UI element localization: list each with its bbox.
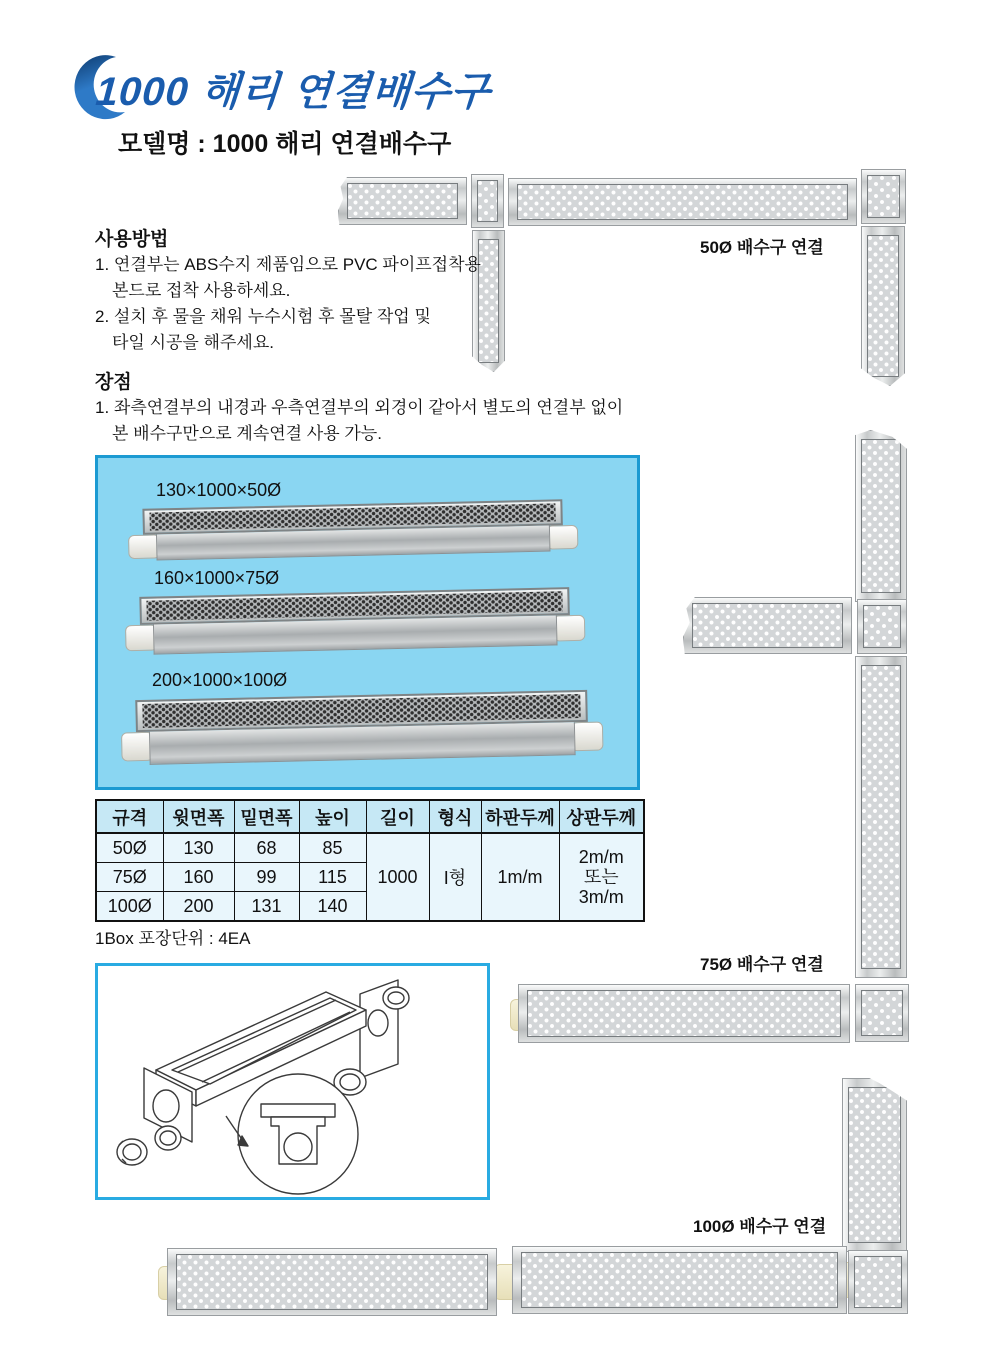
col-header: 형식: [429, 800, 481, 833]
drain-grate: [521, 1252, 838, 1308]
cell-bottom-width: 99: [234, 863, 299, 892]
table-header-row: [96, 800, 644, 833]
drain-segment-vertical: [855, 430, 907, 602]
cell-bottom-thickness: 1m/m: [481, 833, 559, 921]
drain-segment-horizontal: [338, 177, 467, 225]
drain-segment-horizontal: [683, 597, 852, 654]
cell-top-thickness: [559, 833, 644, 921]
drain-grate: [867, 235, 899, 377]
cell-bottom-width: 131: [234, 892, 299, 922]
packaging-note: 1Box 포장단위 : 4EA: [95, 929, 251, 948]
col-header: 길이: [366, 800, 429, 833]
drain-joint: [848, 1250, 908, 1314]
connection-label-75: 75Ø 배수구 연결: [700, 955, 824, 974]
product-label-75: 160×1000×75Ø: [154, 568, 280, 588]
cell-form-type: I형: [429, 833, 481, 921]
cell-top-width: 130: [163, 833, 234, 863]
product-drain-75: [139, 587, 570, 661]
cell-top-thickness-line: 3m/m: [578, 887, 624, 907]
advantage-line: 1. 좌측연결부의 내경과 우측연결부의 외경이 같아서 별도의 연결부 없이: [95, 398, 624, 417]
cell-top-width: 200: [163, 892, 234, 922]
usage-heading: 사용방법: [95, 229, 169, 250]
drain-grate: [347, 183, 458, 219]
cell-bottom-width: 68: [234, 833, 299, 863]
product-label-100: 200×1000×100Ø: [152, 670, 288, 690]
end-cap: [553, 615, 586, 642]
drain-segment-horizontal: [518, 984, 850, 1043]
col-header: 규격: [96, 800, 163, 833]
drain-grate: [527, 990, 841, 1037]
drain-joint: [861, 169, 906, 224]
drain-joint: [855, 984, 909, 1042]
cell-size: 75Ø: [96, 863, 163, 892]
product-drain-100: [135, 690, 589, 772]
cell-height: 115: [299, 863, 366, 892]
model-name: 모델명 : 1000 해리 연결배수구: [118, 130, 452, 158]
drain-grate: [861, 665, 901, 969]
col-header: 상판두께: [559, 800, 644, 833]
cell-length: 1000: [366, 833, 429, 921]
usage-line: 본드로 접착 사용하세요.: [112, 281, 291, 300]
cell-height: 140: [299, 892, 366, 922]
drain-segment-horizontal: [508, 178, 857, 226]
drain-segment-vertical: [861, 226, 905, 386]
drain-grate: [861, 439, 901, 593]
cell-size: 100Ø: [96, 892, 163, 922]
cell-top-thickness-line: 2m/m: [578, 847, 624, 867]
advantage-line: 본 배수구만으로 계속연결 사용 가능.: [112, 424, 382, 443]
drain-grate: [477, 180, 498, 222]
cell-top-thickness-line: 또는: [583, 867, 619, 887]
drain-grate: [478, 239, 499, 363]
drain-segment-vertical: [855, 656, 907, 978]
col-header: 윗면폭: [163, 800, 234, 833]
technical-drawing-panel: [95, 963, 490, 1200]
col-header: 밑면폭: [234, 800, 299, 833]
product-drain-50: [142, 499, 563, 567]
cell-height: 85: [299, 833, 366, 863]
end-cap: [571, 721, 604, 751]
drain-grate: [867, 175, 900, 218]
end-cap: [546, 524, 579, 549]
col-header: 높이: [299, 800, 366, 833]
connection-label-50: 50Ø 배수구 연결: [700, 238, 824, 257]
connection-label-100: 100Ø 배수구 연결: [693, 1217, 827, 1236]
advantage-heading: 장점: [95, 372, 132, 393]
drain-segment-vertical: [842, 1078, 907, 1252]
drain-grate: [854, 1256, 902, 1308]
drain-grate: [861, 990, 903, 1036]
table-row: [96, 833, 644, 863]
exploded-drawing: [98, 966, 487, 1197]
usage-line: 타일 시공을 해주세요.: [112, 333, 274, 352]
cell-top-width: 160: [163, 863, 234, 892]
product-gallery-panel: [95, 455, 640, 790]
usage-line: 1. 연결부는 ABS수지 제품임으로 PVC 파이프접착용: [95, 255, 481, 274]
usage-line: 2. 설치 후 물을 채워 누수시험 후 몰탈 작업 및: [95, 307, 431, 326]
spec-table: [95, 799, 645, 922]
drain-grate: [692, 603, 843, 648]
drain-grate: [863, 605, 901, 648]
drain-joint: [471, 174, 504, 228]
drain-segment-horizontal: [167, 1248, 497, 1316]
drain-grate: [176, 1254, 488, 1310]
drain-segment-horizontal: [512, 1246, 847, 1314]
product-label-50: 130×1000×50Ø: [156, 480, 282, 500]
drain-grate: [848, 1087, 901, 1243]
page-title: 1000 해리 연결배수구: [94, 70, 492, 114]
drain-grate: [517, 184, 848, 220]
drain-joint: [857, 599, 907, 654]
cell-size: 50Ø: [96, 833, 163, 863]
col-header: 하판두께: [481, 800, 559, 833]
